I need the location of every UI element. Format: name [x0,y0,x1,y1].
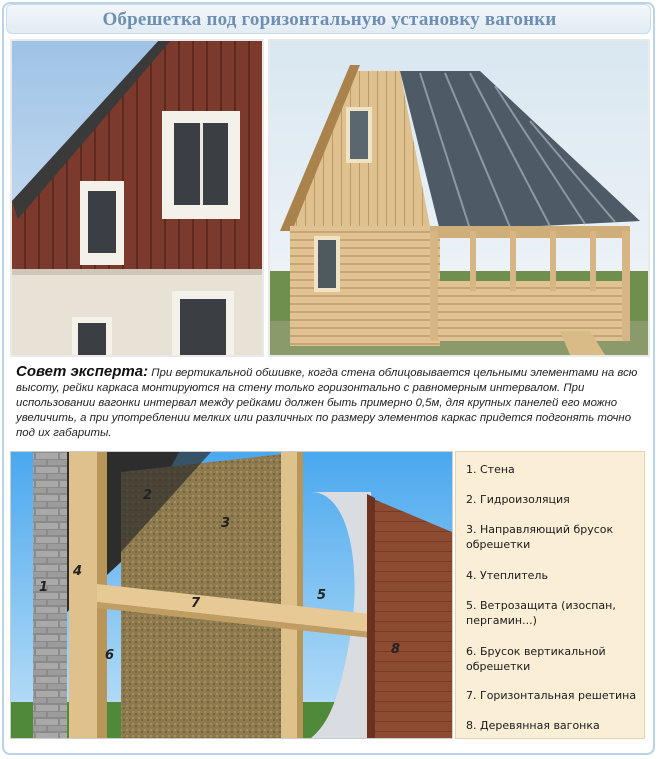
expert-tip-heading: Совет эксперта: [16,363,149,380]
expert-tip-text: При вертикальной обшивке, когда стена облицовывается цельными элементами на всю высоту, рейки каркаса монтируются на стену только горизонтально с равномерным интервалом. При использовании вагонки интервал между рейками должен быть примерно 0,5м, для крупных панелей его можно увеличить, а при употреблении мелких или различных по размеру элементов каркас придется подгонять точно под их габариты. [16,367,638,439]
wall-layers-diagram [10,451,453,739]
red-siding-house-image [12,41,262,355]
legend-item: 4. Утеплитель [466,569,548,582]
legend-item: 8. Деревянная вагонка [466,719,600,732]
diagram-number-5: 5 [317,588,327,603]
diagram-number-4: 4 [73,564,83,579]
legend-item: 3. Направляющий брусок обрешетки [466,523,614,551]
legend-item: 7. Горизонтальная решетина [466,689,637,702]
title-bar [6,4,651,34]
legend-item: 2. Гидроизоляция [466,493,570,506]
legend-item: 6. Брусок вертикальной обрешетки [466,645,606,673]
photo-wooden-house [268,39,650,357]
photo-red-siding-house [10,39,264,357]
diagram-number-8: 8 [391,642,401,657]
diagram-number-1: 1 [39,580,49,595]
legend-item: 1. Стена [466,463,515,476]
diagram-number-2: 2 [143,488,153,503]
legend-item: 5. Ветрозащита (изоспан, пергамин...) [466,599,616,627]
diagram-number-6: 6 [105,648,115,663]
wall-layers-illustration [11,452,452,738]
diagram-number-3: 3 [221,516,231,531]
expert-tip [16,364,644,441]
page-title: Обрешетка под горизонтальную установку вагонки [102,9,557,30]
legend-panel [455,451,645,739]
wooden-house-image [270,41,648,355]
diagram-number-7: 7 [191,596,201,611]
